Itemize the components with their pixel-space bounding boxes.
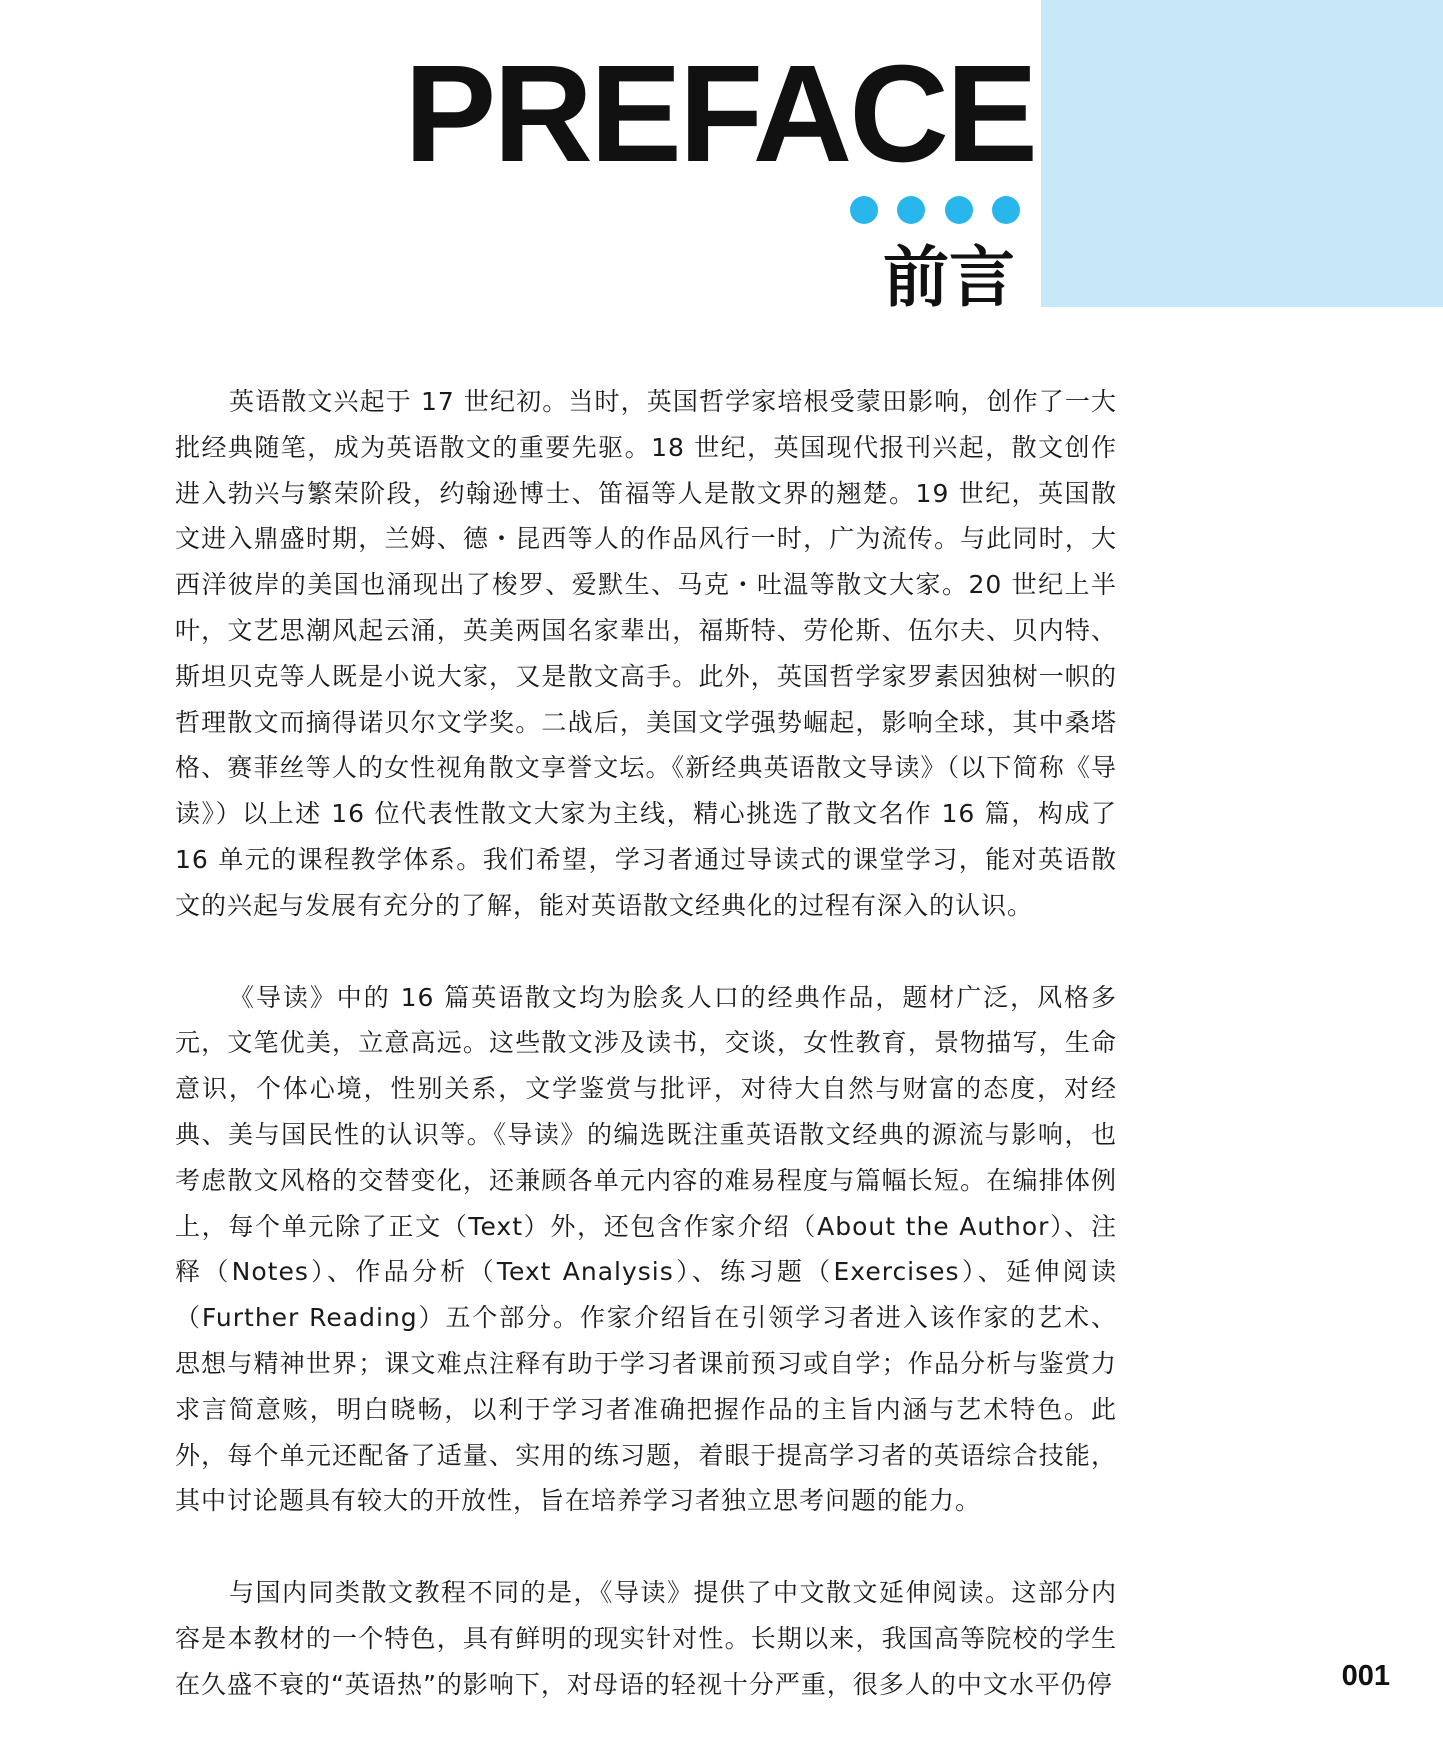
paragraph: 《导读》中的 16 篇英语散文均为脍炙人口的经典作品，题材广泛，风格多元，文笔优美，立意高远。这些散文涉及读书，交谈，女性教育，景物描写，生命意识，个体心境，性别关系，文学鉴赏与批评，对待大自然与财富的态度，对经典、美与国民性的认识等。《导读》的编选既注重英语散文经典的源流与影响，也考虑散文风格的交替变化，还兼顾各单元内容的难易程度与篇幅长短。在编排体例上，每个单元除了正文（Text）外，还包含作家介绍（About the Author）、注释（Notes）、作品分析（Text Analysis）、练习题（Exercises）、延伸阅读（Further Reading）五个部分。作家介绍旨在引领学习者进入该作家的艺术、思想与精神世界；课文难点注释有助于学习者课前预习或自学；作品分析与鉴赏力求言简意赅，明白晓畅，以利于学习者准确把握作品的主旨内涵与艺术特色。此外，每个单元还配备了适量、实用的练习题，着眼于提高学习者的英语综合技能，其中讨论题具有较大的开放性，旨在培养学习者独立思考问题的能力。 [175,982,1117,1516]
paragraph: 英语散文兴起于 17 世纪初。当时，英国哲学家培根受蒙田影响，创作了一大批经典随笔，成为英语散文的重要先驱。18 世纪，英国现代报刊兴起，散文创作进入勃兴与繁荣阶段，约翰逊博士、笛福等人是散文界的翘楚。19 世纪，英国散文进入鼎盛时期，兰姆、德・昆西等人的作品风行一时，广为流传。与此同时，大西洋彼岸的美国也涌现出了梭罗、爱默生、马克・吐温等散文大家。20 世纪上半叶，文艺思潮风起云涌，英美两国名家辈出，福斯特、劳伦斯、伍尔夫、贝内特、斯坦贝克等人既是小说大家，又是散文高手。此外，英国哲学家罗素因独树一帜的哲理散文而摘得诺贝尔文学奖。二战后，美国文学强势崛起，影响全球，其中桑塔格、赛菲丝等人的女性视角散文享誉文坛。《新经典英语散文导读》（以下简称《导读》）以上述 16 位代表性散文大家为主线，精心挑选了散文名作 16 篇，构成了 16 单元的课程教学体系。我们希望，学习者通过导读式的课堂学习，能对英语散文的兴起与发展有充分的了解，能对英语散文经典化的过程有深入的认识。 [175,387,1117,920]
preface-body [175,379,1117,1754]
dot-icon [850,196,878,224]
accent-color-block [1041,0,1443,307]
dot-icon [897,196,925,224]
page-number: 001 [1341,1660,1390,1692]
decorative-dots [850,196,1020,224]
dot-icon [992,196,1020,224]
paragraph: 与国内同类散文教程不同的是，《导读》提供了中文散文延伸阅读。这部分内容是本教材的一个特色，具有鲜明的现实针对性。长期以来，我国高等院校的学生在久盛不衰的“英语热”的影响下，对母语的轻视十分严重，很多人的中文水平仍停 [175,1578,1117,1699]
page-subtitle: 前言 [883,239,1015,316]
dot-icon [945,196,973,224]
page-title: PREFACE [404,37,1035,191]
